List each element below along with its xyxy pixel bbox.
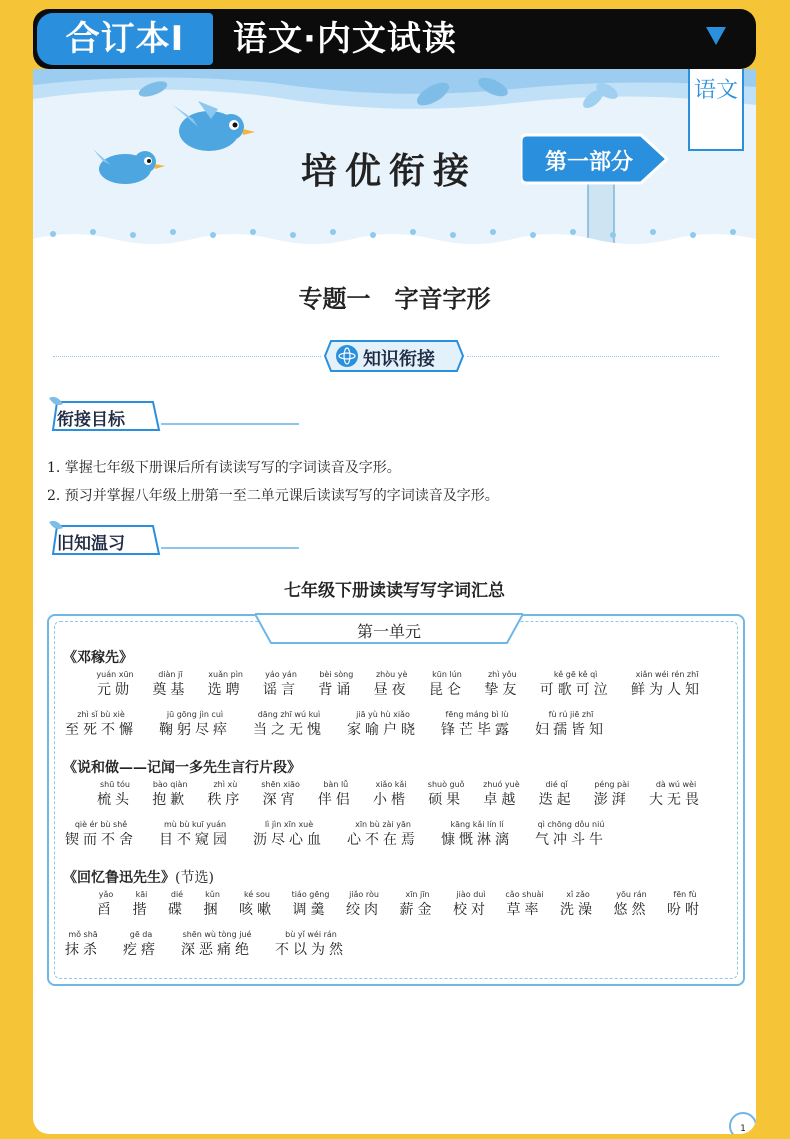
pinyin: péng pài [594,780,630,789]
hanzi: 深宵 [262,792,299,808]
vocab-word [372,669,412,699]
vocab-word [629,669,705,699]
vocab-word [533,819,609,849]
hanzi: 洗澡 [560,902,596,918]
pinyin: dié qǐ [545,780,568,789]
pinyin: zhì sǐ bù xiè [77,710,125,719]
hanzi: 吩咐 [667,902,703,918]
vocab-word [261,669,301,699]
pinyin: kāng kǎi lín lí [450,820,504,829]
dropdown-arrow-icon[interactable] [706,27,726,45]
vocab-word [95,889,117,919]
vocab-word [157,819,233,849]
vocab-word [150,779,190,809]
pinyin: bèi sòng [319,670,354,679]
pinyin: mǒ shā [68,930,98,939]
hanzi: 昆仑 [429,682,465,698]
hanzi: 至死不懈 [65,722,137,738]
vocab-word [665,889,705,919]
pinyin: yáo yán [265,670,297,679]
hanzi: 当之无愧 [253,722,325,738]
vocab-word [63,929,103,959]
vocab-word [273,929,349,959]
lesson-title-text: 《回忆鲁迅先生》 [63,870,175,886]
lesson-title [63,757,301,777]
hanzi: 抹杀 [65,942,101,958]
vocab-word [592,779,632,809]
vocab-word [291,889,331,919]
hanzi: 澎湃 [593,792,630,808]
table-title: 七年级下册读读写写字词汇总 [284,581,505,601]
hanzi: 卓越 [483,792,520,808]
pinyin: qiè ér bù shě [74,820,128,829]
pinyin: kūn lún [432,670,462,679]
pinyin: dà wú wèi [655,780,697,789]
vocab-word [316,779,356,809]
pinyin: fù rú jiē zhī [548,710,594,719]
knowledge-label: 知识衔接 [363,349,435,370]
vocab-word [612,889,652,919]
hanzi: 不以为然 [275,942,347,958]
vocab-word [206,669,246,699]
pinyin: gē da [129,930,153,939]
hanzi: 小楷 [373,792,409,808]
hanzi: 背诵 [318,682,355,698]
vocab-word [537,779,577,809]
hanzi: 挚友 [484,682,521,698]
vocab-word [533,709,609,739]
hanzi: 慷慨淋漓 [441,832,513,848]
pinyin: kě gē kě qì [553,670,598,679]
book-title: 语文·内文试读 [233,19,457,59]
vocab-word [166,889,188,919]
vocab-word [439,709,515,739]
pinyin: jū gōng jìn cuì [166,710,224,719]
pinyin: bàn lǚ [323,780,349,789]
pinyin: fēng máng bì lù [445,710,509,719]
hanzi: 深恶痛绝 [181,942,253,958]
hanzi: 可歌可泣 [539,682,612,698]
pinyin: jiā yù hù xiǎo [356,710,410,719]
pinyin: xiǎo kǎi [375,780,407,789]
page [33,69,756,1134]
vocab-word [121,929,161,959]
vocab-word [95,779,135,809]
vocab-word [482,669,522,699]
vocab-word [157,709,233,739]
unit-label: 第一单元 [356,622,421,641]
hanzi: 锲而不舍 [65,832,137,848]
vocab-word [261,779,301,809]
hanzi: 秩序 [207,792,244,808]
pinyin: dāng zhī wú kuì [257,710,321,719]
pinyin: zhì yǒu [487,670,517,679]
goals-label: 衔接目标 [57,410,125,430]
hanzi: 鞠躬尽瘁 [159,722,231,738]
topic-title: 专题一 字音字形 [298,285,491,313]
pinyin: shēn xiāo [261,780,300,789]
hanzi: 校对 [453,902,489,918]
lesson-note: (节选) [175,870,214,886]
vocab-word [426,779,466,809]
vocab-word [558,889,598,919]
pinyin: ké sou [244,890,270,899]
vocab-word [505,889,545,919]
pinyin: qì chōng dǒu niú [537,820,605,829]
hanzi: 目不窥园 [159,832,231,848]
hanzi: 气冲斗牛 [535,832,607,848]
pinyin: mù bù kuī yuán [163,820,227,829]
hanzi: 鲜为人知 [631,682,703,698]
hanzi: 沥尽心血 [253,832,325,848]
pinyin: jiǎo ròu [349,890,379,899]
pinyin: xǐ zǎo [566,890,590,899]
hanzi: 妇孺皆知 [535,722,607,738]
pinyin: shēn wù tòng jué [182,930,252,939]
subject-tab-label: 语文 [693,78,738,103]
pinyin: kǔn [205,890,220,899]
subject-tab [688,69,744,151]
hanzi: 元勋 [97,682,133,698]
vocab-word [251,819,327,849]
pinyin: xīn jīn [405,890,430,899]
hanzi: 悠然 [613,902,650,918]
pinyin: cǎo shuài [505,890,544,899]
review-label: 旧知温习 [57,534,125,554]
lesson-title [63,867,214,887]
hanzi: 大无畏 [649,792,703,808]
hanzi: 薪金 [399,902,436,918]
pinyin: diàn jī [158,670,183,679]
divider-left [53,356,321,357]
hanzi: 家喻户晓 [347,722,419,738]
pinyin: yǎo [98,890,114,899]
pinyin: fēn fù [673,890,697,899]
pinyin: yuán xūn [96,670,134,679]
pinyin: kāi [135,890,148,899]
vocab-word [205,779,245,809]
pinyin: tiáo gēng [291,890,330,899]
vocab-word [202,889,224,919]
hanzi: 草率 [506,902,543,918]
vocab-word [344,889,384,919]
hanzi: 心不在焉 [347,832,419,848]
pinyin: xīn bù zài yān [355,820,411,829]
hanzi: 碟 [168,902,186,918]
hanzi: 调羹 [292,902,329,918]
lesson-title-text: 《邓稼先》 [63,650,133,666]
vocab-word [451,889,491,919]
hanzi: 抱歉 [152,792,189,808]
vocab-word [251,709,327,739]
banner-title: 培优衔接 [301,150,478,192]
hanzi: 绞肉 [346,902,382,918]
goal-item-2: 2. 预习并掌握八年级上册第一至二单元课后读读写写的字词读音及字形。 [47,488,499,504]
hanzi: 咳嗽 [239,902,275,918]
hanzi: 昼夜 [373,682,410,698]
pinyin: zhì xù [213,780,238,789]
part-label: 第一部分 [544,150,633,175]
lesson-title-text: 《说和做——记闻一多先生言行片段》 [63,760,301,776]
hanzi: 伴侣 [317,792,354,808]
volume-badge: 合订本I [37,13,213,65]
divider-right [467,356,719,357]
vocab-word [481,779,521,809]
pinyin: bù yǐ wéi rán [285,930,337,939]
goal-item-1: 1. 掌握七年级下册课后所有读读写写的字词读音及字形。 [47,460,401,476]
hanzi: 奠基 [152,682,189,698]
pinyin: shū tóu [100,780,130,789]
pinyin: jiào duì [456,890,486,899]
hanzi: 锋芒毕露 [441,722,513,738]
vocab-word [371,779,411,809]
vocab-word [63,709,139,739]
hanzi: 揩 [132,902,151,918]
vocab-word [237,889,277,919]
hanzi: 疙瘩 [123,942,159,958]
pinyin: xiǎn wéi rén zhī [635,670,699,679]
banner [33,69,756,254]
lesson-title [63,647,133,667]
pinyin: dié [170,890,184,899]
hanzi: 捆 [203,902,222,918]
pinyin: xuǎn pìn [208,670,243,679]
vocab-word [63,819,139,849]
top-bar [33,9,756,69]
vocab-word [398,889,438,919]
page-number: 1 [729,1112,756,1134]
hanzi: 舀 [97,902,115,918]
hanzi: 谣言 [263,682,299,698]
vocab-word [179,929,255,959]
hanzi: 选聘 [207,682,244,698]
pinyin: zhòu yè [375,670,408,679]
hanzi: 硕果 [428,792,465,808]
vocab-word [95,669,135,699]
vocab-word [150,669,190,699]
hanzi: 梳头 [97,792,133,808]
vocab-word [538,669,614,699]
pinyin: lì jìn xīn xuè [264,820,314,829]
vocab-word [647,779,705,809]
vocab-word [345,709,421,739]
vocab-word [439,819,515,849]
pinyin: yōu rán [616,890,647,899]
vocab-word [345,819,421,849]
pinyin: shuò guǒ [427,780,465,789]
pinyin: zhuó yuè [483,780,520,789]
vocab-word [316,669,356,699]
vocab-word [131,889,153,919]
vocab-word [427,669,467,699]
pinyin: bào qiàn [152,780,188,789]
hanzi: 迭起 [538,792,575,808]
